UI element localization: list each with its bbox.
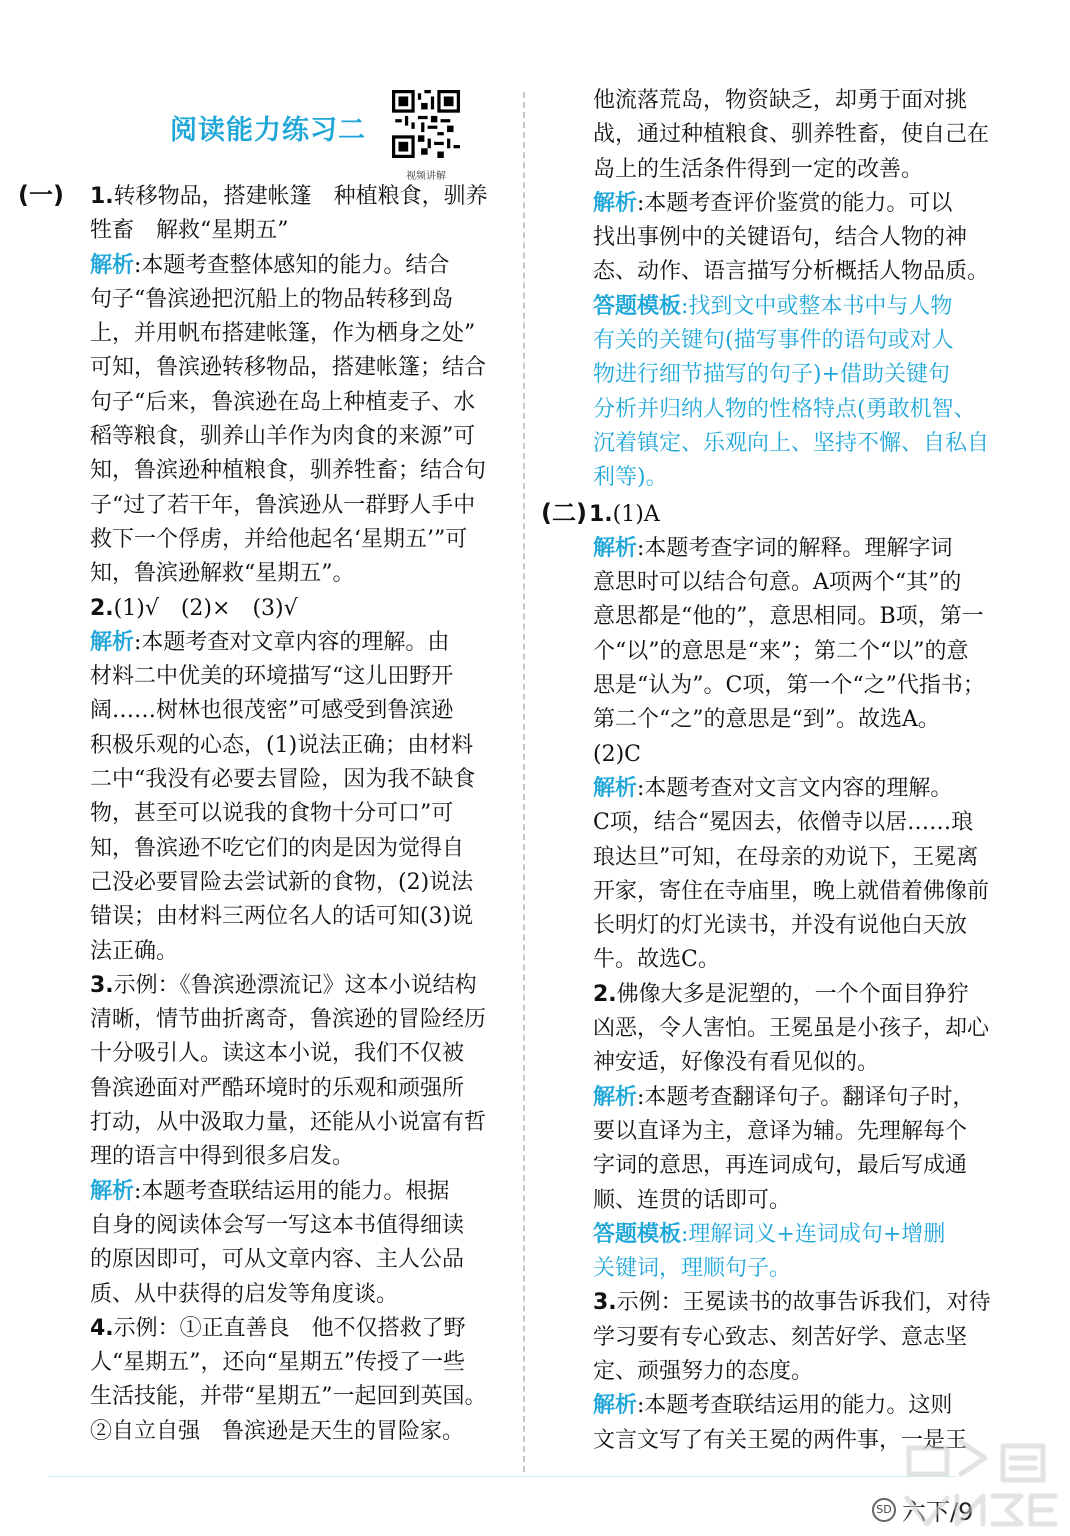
q1-answer-line: 牲畜 解救“星期五” (90, 218, 289, 244)
page-number: 六下/9 (902, 1498, 974, 1526)
analysis-label: 解析 (90, 629, 135, 655)
q3-number: 3. (90, 972, 114, 998)
watermark-logo-icon (895, 1428, 1065, 1536)
analysis-line (593, 1389, 1000, 1423)
qr-caption: 视频讲解 (406, 171, 446, 182)
answer-line (593, 978, 1000, 1012)
q1-analysis (18, 249, 506, 592)
analysis-text: :本题考查整体感知的能力。结合 (134, 252, 450, 278)
page-title: 阅读能力练习二 (170, 115, 366, 146)
analysis-line: 要以直译为主，意译为辅。先理解每个 (593, 1118, 968, 1144)
analysis-line: 开家，寄住在寺庙里，晚上就借着佛像前 (593, 878, 990, 904)
answer-line: 十分吸引人。读这本小说，我们不仅被 (90, 1041, 465, 1067)
answer-line: 理的语言中得到很多启发。 (90, 1144, 355, 1170)
analysis-label: 解析 (593, 1084, 638, 1110)
r1-sub-answer: (2)C (593, 741, 641, 767)
q2-analysis (18, 626, 506, 969)
section-1-mark: (一) (18, 181, 64, 209)
answer-line (593, 1286, 1000, 1320)
analysis-label: 解析 (90, 252, 135, 278)
answer-line: 凶恶，令人害怕。王冕虽是小孩子，却心 (593, 1016, 990, 1042)
template-label: 答题模板 (593, 293, 682, 319)
r1-answer-text: (1)A (612, 501, 660, 527)
template-label: 答题模板 (593, 1221, 682, 1247)
template-line: 沉着镇定、乐观向上、坚持不懈、自私自 (593, 430, 990, 456)
q3-answer (18, 969, 506, 1175)
answer-line: 岛上的生活条件得到一定的改善。 (593, 156, 924, 182)
analysis-label: 解析 (593, 775, 638, 801)
q2-answer (18, 592, 506, 626)
analysis-line: 句子“后来，鲁滨逊在岛上种植麦子、水 (90, 389, 476, 415)
analysis-line: 个“以”的意思是“来”；第二个“以”的意 (593, 638, 969, 664)
r2-analysis (545, 1081, 1000, 1287)
analysis-label: 解析 (593, 190, 638, 216)
template-line: 利等)。 (593, 465, 668, 491)
r2-number: 2. (593, 981, 617, 1007)
title-block (18, 88, 506, 182)
q3-analysis (18, 1175, 506, 1312)
section-2-q1 (541, 496, 1000, 532)
analysis-text: :本题考查联结运用的能力。这则 (637, 1393, 953, 1419)
answer-line: 他流落荒岛，物资缺乏，却勇于面对挑 (593, 88, 968, 113)
analysis-line: 上，并用帆布搭建帐篷，作为栖身之处” (90, 321, 476, 347)
answer-line (90, 1312, 506, 1346)
template-line: 有关的关键句(描写事件的语句或对人 (593, 328, 954, 354)
answer-text: 示例：①正直善良 他不仅搭救了野 (113, 1315, 466, 1341)
r3-number: 3. (593, 1290, 617, 1316)
left-column (18, 88, 506, 1449)
analysis-line (593, 1081, 1000, 1115)
analysis-line: 找出事例中的关键语句，结合人物的神 (593, 225, 968, 251)
analysis-line: 顺、连贯的话即可。 (593, 1187, 792, 1213)
answer-line: 打动，从中汲取力量，还能从小说富有哲 (90, 1110, 487, 1136)
analysis-line: 牛。故选C。 (593, 947, 720, 973)
analysis-line: 文言文写了有关王冕的两件事，一是王 (593, 1427, 968, 1453)
analysis-line: 阔……树林也很茂密”可感受到鲁滨逊 (90, 698, 454, 724)
analysis-line: 积极乐观的心态，(1)说法正确；由材料 (90, 732, 474, 758)
analysis-line: 二中“我没有必要去冒险，因为我不缺食 (90, 767, 476, 793)
analysis-line: 子“过了若干年，鲁滨逊从一群野人手中 (90, 492, 476, 518)
analysis-line: 意思时可以结合句意。A项两个“其”的 (593, 570, 962, 596)
analysis-text: :本题考查评价鉴赏的能力。可以 (637, 190, 953, 216)
analysis-line (593, 532, 1000, 566)
template-text: :找到文中或整本书中与人物 (681, 293, 953, 319)
analysis-text: :本题考查翻译句子。翻译句子时， (637, 1084, 975, 1110)
answer-line: 人“星期五”，还向“星期五”传授了一些 (90, 1350, 465, 1376)
analysis-label: 解析 (593, 1393, 638, 1419)
template-line: 分析并归纳人物的性格特点(勇敢机智、 (593, 396, 976, 422)
q2-number: 2. (90, 595, 114, 621)
footer-badge: SD (872, 1498, 896, 1522)
answer-line: ②自立自强 鲁滨逊是天生的冒险家。 (90, 1418, 465, 1444)
analysis-line: 物，甚至可以说我的食物十分可口”可 (90, 801, 454, 827)
qr-code-icon[interactable] (392, 90, 460, 158)
answer-line: 清晰，情节曲折离奇，鲁滨逊的冒险经历 (90, 1007, 487, 1033)
analysis-line: 错误；由材料三两位名人的话可知(3)说 (90, 904, 474, 930)
analysis-line: 意思都是“他的”，意思相同。B项，第一 (593, 604, 984, 630)
analysis-line: 句子“鲁滨逊把沉船上的物品转移到岛 (90, 286, 454, 312)
q1-number: 1. (90, 184, 114, 209)
analysis-line: 字词的意思，再连词成句，最后写成通 (593, 1153, 968, 1179)
analysis-text: :本题考查联结运用的能力。根据 (134, 1178, 450, 1204)
analysis-line: 知，鲁滨逊种植粮食，驯养牲畜；结合句 (90, 458, 487, 484)
analysis-text: :本题考查对文言文内容的理解。 (637, 775, 953, 801)
analysis-line: 己没必要冒险去尝试新的食物，(2)说法 (90, 869, 474, 895)
analysis-line (593, 187, 1000, 221)
template-line (593, 290, 1000, 324)
analysis-line (90, 626, 506, 660)
analysis-line: 可知，鲁滨逊转移物品，搭建帐篷；结合 (90, 355, 487, 381)
answer-text: 佛像大多是泥塑的，一个个面目狰狞 (616, 981, 969, 1007)
analysis-line: 琅达旦”可知，在母亲的劝说下，王冕离 (593, 844, 979, 870)
analysis-line: 知，鲁滨逊不吃它们的肉是因为觉得自 (90, 835, 465, 861)
analysis-line (593, 772, 1000, 806)
answer-line: 鲁滨逊面对严酷环境时的乐观和顽强所 (90, 1075, 465, 1101)
r2-answer (545, 978, 1000, 1081)
q1-answer-line: 转移物品，搭建帐篷 种植粮食，驯养 (113, 184, 488, 209)
analysis-line (90, 249, 506, 283)
analysis-line: 知，鲁滨逊解救“星期五”。 (90, 561, 355, 587)
analysis-text: :本题考查字词的解释。理解字词 (637, 535, 953, 561)
answer-line (90, 969, 506, 1003)
analysis-text: :本题考查对文章内容的理解。由 (134, 629, 450, 655)
column-divider (523, 92, 525, 1472)
q4-answer (18, 1312, 506, 1449)
analysis-label: 解析 (593, 535, 638, 561)
r3-answer (545, 1286, 1000, 1389)
analysis-line: 质、从中获得的启发等角度谈。 (90, 1281, 399, 1307)
analysis-line: 稻等粮食，驯养山羊作为肉食的来源”可 (90, 424, 476, 450)
analysis-label: 解析 (90, 1178, 135, 1204)
analysis-line: 态、动作、语言描写分析概括人物品质。 (593, 259, 990, 285)
section-2-mark: (二) (541, 498, 587, 527)
analysis-line: 思是“认为”。C项，第一个“之”代指书； (593, 673, 985, 699)
analysis-line: 材料二中优美的环境描写“这儿田野开 (90, 664, 454, 690)
right-column (541, 84, 1000, 1458)
bottom-rule (48, 1476, 958, 1477)
r1-number: 1. (589, 501, 613, 527)
q4-template (545, 290, 1000, 496)
q4-answer-continued (545, 84, 1000, 187)
analysis-line (90, 1175, 506, 1209)
template-line (593, 1218, 1000, 1252)
analysis-line: 救下一个俘虏，并给他起名‘星期五’”可 (90, 526, 468, 552)
answer-line: 学习要有专心致志、刻苦好学、意志坚 (593, 1324, 968, 1350)
template-line: 关键词，理顺句子。 (593, 1256, 792, 1282)
analysis-line: 法正确。 (90, 938, 179, 964)
q2-answer-text: (1)√ (2)× (3)√ (113, 595, 298, 621)
analysis-line: 长明灯的灯光读书，并没有说他白天放 (593, 913, 968, 939)
template-line: 物进行细节描写的句子)+借助关键句 (593, 362, 951, 388)
q4-number: 4. (90, 1315, 114, 1341)
answer-text: 示例：《鲁滨逊漂流记》这本小说结构 (113, 972, 477, 998)
q4-analysis (545, 187, 1000, 290)
template-text: :理解词义+连词成句+增删 (681, 1221, 946, 1247)
answer-line: 定、顽强努力的态度。 (593, 1358, 814, 1384)
r1-analysis-1 (545, 532, 1000, 978)
analysis-line: 的原因即可，可从文章内容、主人公品 (90, 1247, 465, 1273)
answer-line: 战，通过种植粮食、驯养牲畜，使自己在 (593, 122, 990, 148)
answer-line: 神安适，好像没有看见似的。 (593, 1050, 880, 1076)
analysis-line: 自身的阅读体会写一写这本书值得细读 (90, 1212, 465, 1238)
analysis-line: C项，结合“冕因去，依僧寺以居……琅 (593, 810, 974, 836)
answer-line: 生活技能，并带“星期五”一起回到英国。 (90, 1384, 487, 1410)
answer-text: 示例：王冕读书的故事告诉我们，对待 (616, 1290, 991, 1316)
analysis-line: 第二个“之”的意思是“到”。故选A。 (593, 707, 940, 733)
